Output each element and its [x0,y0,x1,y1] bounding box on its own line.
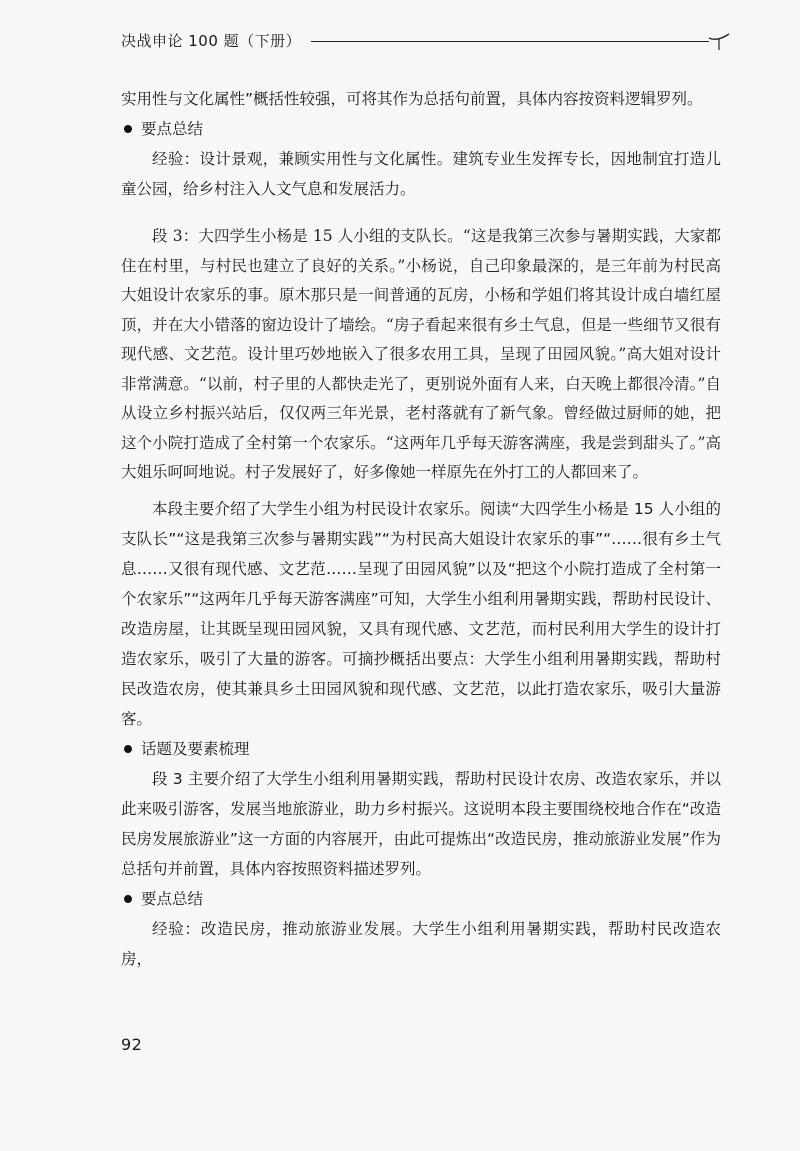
analysis-paragraph: 本段主要介绍了大学生小组为村民设计农家乐。阅读“大四学生小杨是 15 人小组的支队长”“这是我第三次参与暑期实践”“为村民高大姐设计农家乐的事”“……很有乡土气息……又很有现代感、文艺范……呈现了田园风貌”以及“把这个小院打造成了全村第一个农家乐”“这两年几乎每天游客满座”可知，大学生小组利用暑期实践，帮助村民设计、改造房屋，让其既呈现田园风貌，又具有现代感、文艺范，而村民利用大学生的设计打造农家乐，吸引了大量的游客。可摘抄概括出要点：大学生小组利用暑期实践，帮助村民改造农房，使其兼具乡土田园风貌和现代感、文艺范，以此打造农家乐，吸引大量游客。 [121,499,721,728]
intro-paragraph: 实用性与文化属性”概括性较强，可将其作为总括句前置，具体内容按资料逻辑罗列。 [121,90,703,108]
header-ornament-icon [707,28,731,52]
summary-heading [121,884,721,914]
experience-paragraph: 经验：改造民房，推动旅游业发展。大学生小组利用暑期实践，帮助村民改造农房， [121,919,721,968]
bullet-icon [124,895,132,903]
header-rule [311,41,709,42]
running-header [121,26,731,56]
bullet-icon [124,745,132,753]
page-number: 92 [121,1035,143,1054]
summary-heading [121,114,721,144]
book-title: 决战申论 100 题（下册） [121,32,302,50]
summary-heading-label: 要点总结 [141,120,204,138]
page-body [121,84,721,974]
summary-heading-label: 要点总结 [141,889,204,908]
bullet-icon [124,125,132,133]
experience-paragraph: 经验：设计景观，兼顾实用性与文化属性。建筑专业生发挥专长，因地制宜打造儿童公园，给乡村注入人文气息和发展活力。 [121,150,721,198]
topic-heading [121,734,721,764]
topic-heading-label: 话题及要素梳理 [141,739,250,758]
excerpt-paragraph: 段 3：大四学生小杨是 15 人小组的支队长。“这是我第三次参与暑期实践，大家都住在村里，与村民也建立了良好的关系。”小杨说，自己印象最深的，是三年前为村民高大姐设计农家乐的事。原木那只是一间普通的瓦房，小杨和学姐们将其设计成白墙红屋顶，并在大小错落的窗边设计了墙绘。“房子看起来很有乡土气息，但是一些细节又很有现代感、文艺范。设计里巧妙地嵌入了很多农用工具，呈现了田园风貌。”高大姐对设计非常满意。“以前，村子里的人都快走光了，更别说外面有人来，白天晚上都很冷清。”自从设立乡村振兴站后，仅仅两三年光景，老村落就有了新气象。曾经做过厨师的她，把这个小院打造成了全村第一个农家乐。“这两年几乎每天游客满座，我是尝到甜头了。”高大姐乐呵呵地说。村子发展好了，好多像她一样原先在外打工的人都回来了。 [121,227,721,481]
topic-paragraph: 段 3 主要介绍了大学生小组利用暑期实践，帮助村民设计农房、改造农家乐，并以此来吸引游客，发展当地旅游业，助力乡村振兴。这说明本段主要围绕校地合作在“改造民房发展旅游业”这一方面的内容展开，由此可提炼出“改造民房，推动旅游业发展”作为总括句并前置，具体内容按照资料描述罗列。 [121,769,721,878]
